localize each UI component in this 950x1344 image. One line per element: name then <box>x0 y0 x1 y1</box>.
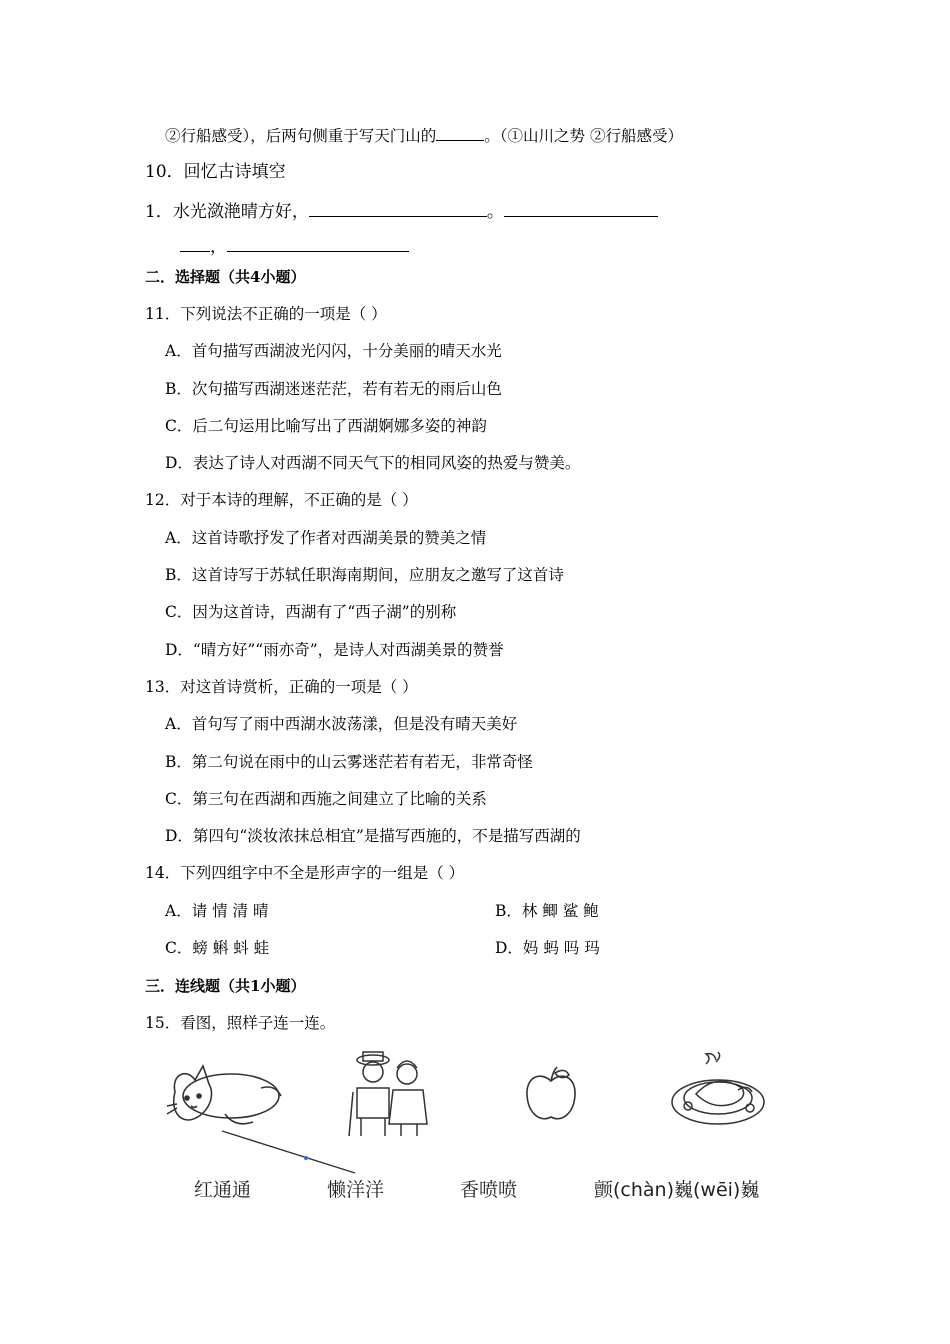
q11-option-a[interactable]: A．首句描写西湖波光闪闪，十分美丽的晴天水光 <box>165 342 502 360</box>
q10-blank-1[interactable] <box>309 200 487 217</box>
q10-comma: ， <box>210 237 227 257</box>
apple-image[interactable] <box>522 1065 580 1125</box>
q10-blank-3[interactable] <box>227 235 409 252</box>
q14-option-c[interactable]: C．螃 蝌 蚪 蛙 <box>165 939 270 957</box>
q13-option-c[interactable]: C．第三句在西湖和西施之间建立了比喻的关系 <box>165 790 487 808</box>
q11-option-d[interactable]: D．表达了诗人对西湖不同天气下的相同风姿的热爱与赞美。 <box>165 454 581 472</box>
q10-blank-2[interactable] <box>504 200 658 217</box>
label-lanyangyang[interactable]: 懒洋洋 <box>327 1179 385 1201</box>
section-2-title: 二．选择题（共4小题） <box>145 268 306 286</box>
q13-option-d[interactable]: D．第四句“淡妆浓抹总相宜”是描写西施的，不是描写西湖的 <box>165 827 581 845</box>
q10-period: 。 <box>486 202 504 222</box>
q14-option-a[interactable]: A．请 情 清 晴 <box>165 902 269 920</box>
q13-option-a[interactable]: A．首句写了雨中西湖水波荡漾，但是没有晴天美好 <box>165 715 518 733</box>
q12-option-a[interactable]: A．这首诗歌抒发了作者对西湖美景的赞美之情 <box>165 529 487 547</box>
q11-stem: 11．下列说法不正确的一项是（ ） <box>145 305 387 323</box>
q10-blank-2-cont[interactable] <box>180 235 210 252</box>
q9-tail-text-b: 。（①山川之势 ②行船感受） <box>484 127 683 145</box>
q9-tail-line <box>165 124 683 146</box>
q12-stem: 12．对于本诗的理解，不正确的是（ ） <box>145 491 418 509</box>
q12-option-b[interactable]: B．这首诗写于苏轼任职海南期间，应朋友之邀写了这首诗 <box>165 566 564 584</box>
q10-item-text: 1．水光潋滟晴方好， <box>145 202 309 222</box>
q9-tail-text-a: ②行船感受），后两句侧重于写天门山的 <box>165 127 437 145</box>
q13-stem: 13．对这首诗赏析，正确的一项是（ ） <box>145 678 418 696</box>
q9-answer-blank[interactable] <box>436 124 484 141</box>
label-xiangpenpen[interactable]: 香喷喷 <box>460 1179 518 1201</box>
q12-option-d[interactable]: D．“晴方好”“雨亦奇”，是诗人对西湖美景的赞誉 <box>165 641 504 659</box>
q10-item-1 <box>145 200 658 222</box>
q10-title: 10．回忆古诗填空 <box>145 162 286 182</box>
q15-stem: 15．看图，照样子连一连。 <box>145 1014 336 1032</box>
label-chanweiwei[interactable]: 颤(chàn)巍(wēi)巍 <box>594 1179 760 1201</box>
q13-option-b[interactable]: B．第二句说在雨中的山云雾迷茫若有若无，非常奇怪 <box>165 753 533 771</box>
q14-stem: 14．下列四组字中不全是形声字的一组是（ ） <box>145 864 465 882</box>
q11-option-b[interactable]: B．次句描写西湖迷迷茫茫，若有若无的雨后山色 <box>165 380 502 398</box>
section-3-title: 三．连线题（共1小题） <box>145 977 306 995</box>
q11-option-c[interactable]: C．后二句运用比喻写出了西湖婀娜多姿的神韵 <box>165 417 487 435</box>
q14-option-b[interactable]: B．林 鲫 鲨 鲍 <box>495 902 599 920</box>
label-hongtongtong[interactable]: 红通通 <box>194 1179 252 1201</box>
q12-option-c[interactable]: C．因为这首诗，西湖有了“西子湖”的别称 <box>165 603 457 621</box>
roast-chicken-image[interactable] <box>668 1050 768 1132</box>
q14-option-d[interactable]: D．妈 蚂 吗 玛 <box>495 939 600 957</box>
q10-item-1-cont <box>180 235 409 257</box>
